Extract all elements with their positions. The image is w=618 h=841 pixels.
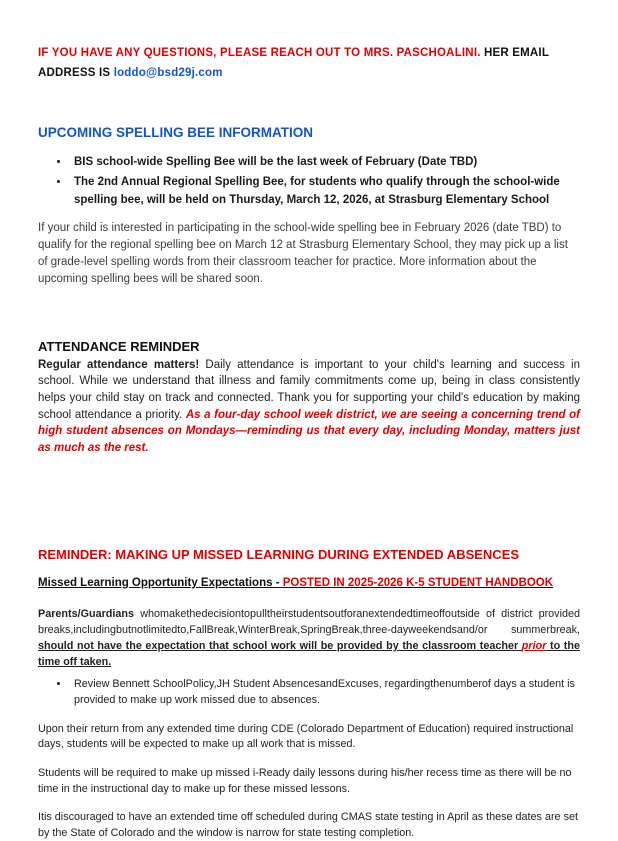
parents-guardians-paragraph [38,606,580,671]
iready-paragraph: Students will be required to make up missed i-Ready daily lessons during his/her recess time as there will be no time in the instructional day to make up for these missed lessons. [38,766,572,795]
expectation-underline-text: should not have the expectation that school work will be provided by the classroom teacher [38,639,522,652]
missed-learning-bullet-list [70,677,580,708]
attendance-paragraph [38,357,580,457]
attendance-body: Daily attendance is important to your child's learning and success in school. While we understand that illness and family commitments come up, being in class consistently helps your child stay on track and connected. Thank you for supporting your child's education by making school attendance a priority. [38,358,581,421]
subheading-black-text: Missed Learning Opportunity Expectations - [38,576,283,589]
subheading-red-text: POSTED IN 2025-2026 K-5 STUDENT HANDBOOK [282,576,554,589]
parents-guardians-lead: Parents/Guardians [38,607,135,620]
cmas-paragraph: Itis discouraged to have an extended time off scheduled during CMAS state testing in April as these dates are set by the State of Colorado and the window is narrow for state testing completion. [38,811,578,839]
spelling-bee-paragraph: If your child is interested in participating in the school-wide spelling bee in February 2026 (date TBD) to qualify for the regional spelling bee on March 12 at Strasburg Elementary School, they may pick up a list of grade-level spelling words from their classroom teacher for practice. More information about the upcoming spelling bees will be shared soon. [38,221,568,286]
list-item: • Review Bennett SchoolPolicy,JH Student AbsencesandExcuses, regardingthenumberof days a student is provided to make up work missed due to absences. [70,677,580,708]
contact-email-label: HER EMAIL ADDRESS IS [38,47,549,79]
email-link[interactable]: loddo@bsd29j.com [113,66,223,79]
contact-question-text: IF YOU HAVE ANY QUESTIONS, PLEASE REACH OUT TO MRS. PASCHOALINI. [38,47,481,59]
attendance-emphasis: As a four-day school week district, we are seeing a concerning trend of high student absences on Mondays—reminding us that every day, including Monday, matters just as much as the rest. [38,408,580,454]
spelling-bee-bullet-list [70,154,580,209]
attendance-lead: Regular attendance matters! [38,358,200,371]
missed-learning-heading: REMINDER: MAKING UP MISSED LEARNING DURING EXTENDED ABSENCES [38,546,520,562]
prior-emphasis: prior [521,639,547,652]
time-off-underline-text: to the time off taken. [38,639,581,669]
missed-learning-subheading [38,577,580,589]
contact-note [38,44,580,83]
attendance-heading: ATTENDANCE REMINDER [38,338,200,354]
list-item: • The 2nd Annual Regional Spelling Bee, for students who qualify through the school-wide spelling bee, will be held on Thursday, March 12, 2026, at Strasburg Elementary School [70,174,580,210]
parents-guardians-body: whomakethedecisiontopulltheirstudentsoutforanextendedtimeoffoutside of district provided breaks,includingbutnotlimitedto,FallBreak,WinterBreak,SpringBreak,three-dayweekendsand/or summerbreak, [38,607,580,636]
list-item: • BIS school-wide Spelling Bee will be the last week of February (Date TBD) [70,154,580,172]
spelling-bee-heading: UPCOMING SPELLING BEE INFORMATION [38,125,314,141]
return-policy-paragraph: Upon their return from any extended time during CDE (Colorado Department of Education) required instructional days, students will be expected to make up all work that is missed. [38,722,574,751]
